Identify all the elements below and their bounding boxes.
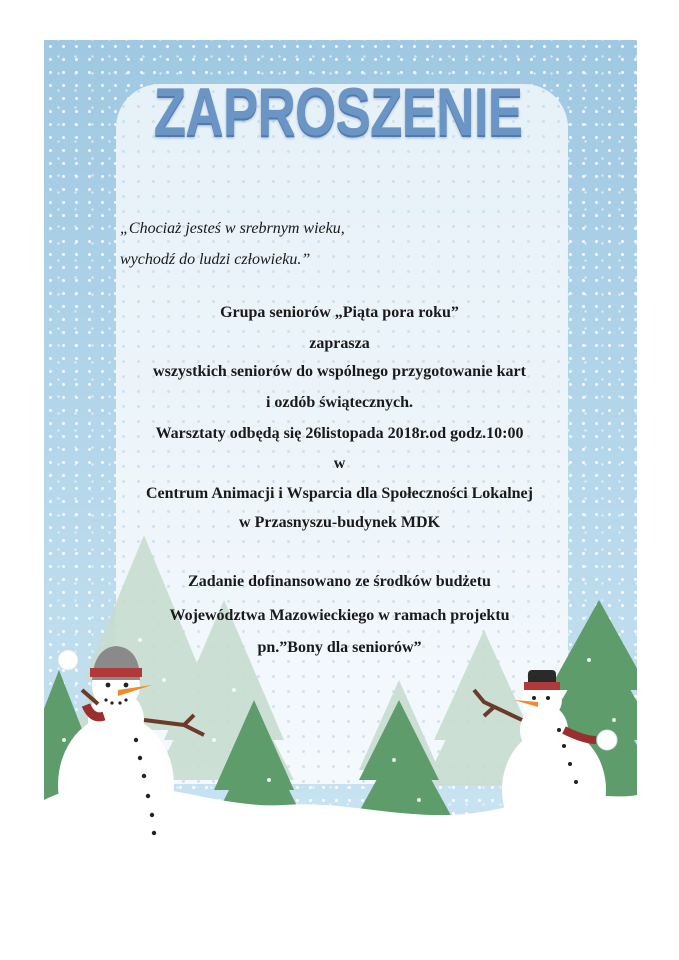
venue-line-1: Centrum Animacji i Wsparcia dla Społeczności Lokalnej bbox=[146, 485, 533, 502]
organizer-line: Grupa seniorów „Piąta pora roku” bbox=[220, 304, 459, 321]
venue-line-2: w Przasnyszu-budynek MDK bbox=[239, 514, 440, 531]
quote-line-2: wychodź do ludzi człowieku.” bbox=[120, 251, 311, 268]
funding-line-1: Zadanie dofinansowano ze środków budżetu bbox=[188, 573, 491, 590]
invitation-heading: ZAPROSZENIE bbox=[153, 74, 523, 150]
quote-line-1: „Chociaż jesteś w srebrnym wieku, bbox=[120, 220, 345, 237]
who-line: wszystkich seniorów do wspólnego przygotowanie kart bbox=[153, 363, 526, 380]
date-time-line: Warsztaty odbędą się 26listopada 2018r.od godz.10:00 bbox=[155, 425, 524, 442]
invites-line: zaprasza bbox=[309, 335, 370, 352]
what-line: i ozdób świątecznych. bbox=[265, 394, 414, 411]
funding-line-2: Województwa Mazowieckiego w ramach projektu bbox=[169, 607, 510, 624]
in-line: w bbox=[333, 455, 346, 472]
funding-line-3: pn.”Bony dla seniorów” bbox=[257, 639, 422, 656]
